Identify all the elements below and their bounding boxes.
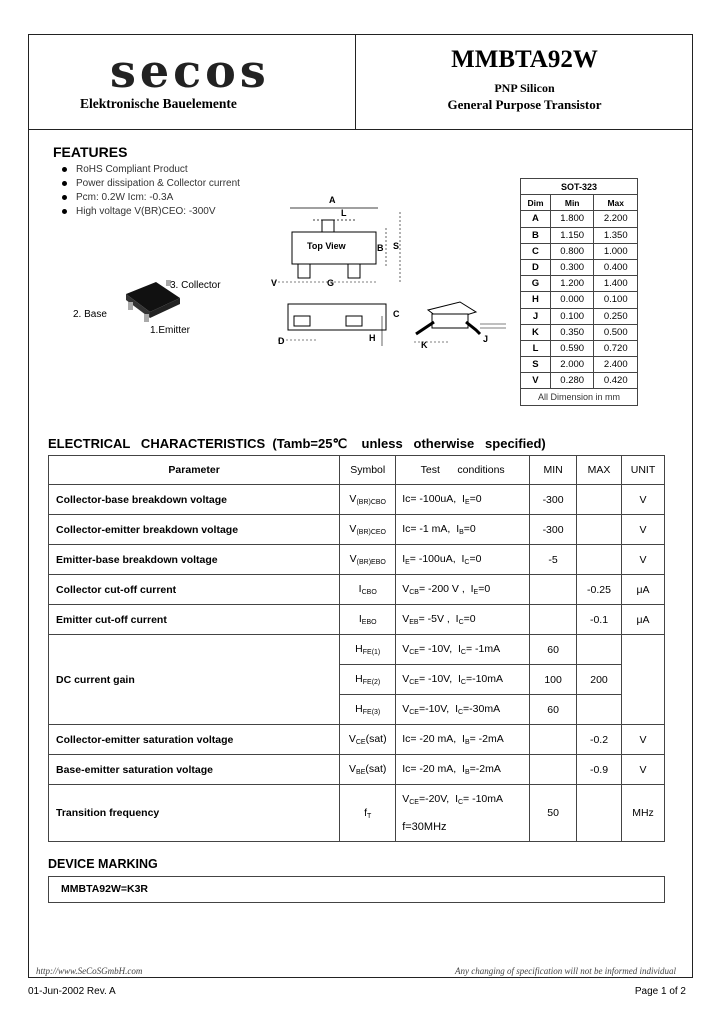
dimension-table xyxy=(520,178,638,406)
table-row xyxy=(521,243,638,259)
cond-sub: CE xyxy=(409,798,419,806)
pin-emitter-label: 1.Emitter xyxy=(150,325,191,336)
condition-cell xyxy=(396,695,530,725)
dim-label-j: J xyxy=(483,334,489,344)
footer-notice: Any changing of specification will not be informed individual xyxy=(455,966,676,976)
cond-text: I xyxy=(455,613,459,625)
symbol-sub: (BR)EBO xyxy=(356,559,386,566)
min-cell: -300 xyxy=(530,515,577,545)
table-row xyxy=(49,755,665,785)
top-view-label: Top View xyxy=(307,241,346,251)
symbol-cell xyxy=(340,695,396,725)
cond-text: =0 xyxy=(469,553,482,565)
param-cell: Collector-emitter breakdown voltage xyxy=(49,515,340,545)
cond-text: = -2mA xyxy=(469,733,504,745)
col-min: MIN xyxy=(530,456,577,485)
symbol-text: H xyxy=(355,673,363,685)
cond-text: I xyxy=(455,703,458,715)
feature-item: Pcm: 0.2W Icm: -0.3A xyxy=(62,191,240,205)
unit-cell: μA xyxy=(622,605,665,635)
condition-cell xyxy=(396,635,530,665)
dim-cell: 1.800 xyxy=(550,211,594,227)
dim-cell: 0.500 xyxy=(594,324,638,340)
symbol-sub: (BR)CBO xyxy=(356,499,386,506)
table-row xyxy=(49,725,665,755)
table-row xyxy=(521,324,638,340)
company-subtitle: Elektronische Bauelemente xyxy=(80,96,237,111)
col-max: MAX xyxy=(577,456,622,485)
cond-text: = -5V , xyxy=(418,613,450,625)
param-cell: Collector-base breakdown voltage xyxy=(49,485,340,515)
symbol-text: (sat) xyxy=(365,763,387,775)
table-row xyxy=(521,259,638,275)
symbol-text: I xyxy=(358,583,362,595)
dim-label-a: A xyxy=(329,195,336,205)
min-cell xyxy=(530,755,577,785)
cond-text: V xyxy=(402,583,410,595)
max-cell xyxy=(577,515,622,545)
table-row xyxy=(521,227,638,243)
cond-text: =-10mA xyxy=(465,673,504,685)
max-cell xyxy=(577,785,622,842)
cond-sub: C xyxy=(464,559,470,566)
symbol-sub: FE(2) xyxy=(362,679,381,686)
max-cell: -0.2 xyxy=(577,725,622,755)
param-cell: Emitter cut-off current xyxy=(49,605,340,635)
cond-text: I xyxy=(462,733,465,745)
col-unit: UNIT xyxy=(622,456,665,485)
max-cell: -0.9 xyxy=(577,755,622,785)
cond-sub: CE xyxy=(409,679,419,686)
unit-cell: μA xyxy=(622,575,665,605)
dim-cell: C xyxy=(521,243,551,259)
dim-label-d: D xyxy=(278,336,285,346)
table-row xyxy=(49,485,665,515)
cond-sub: C xyxy=(458,619,464,626)
dimension-note: All Dimension in mm xyxy=(521,389,638,406)
symbol-sub: (BR)CEO xyxy=(356,529,386,536)
param-cell: Transition frequency xyxy=(49,785,340,842)
company-logo: secos xyxy=(110,44,270,98)
symbol-sub: EBO xyxy=(361,619,377,626)
dim-cell: 1.200 xyxy=(550,276,594,292)
dim-cell: 0.590 xyxy=(550,340,594,356)
max-cell: 200 xyxy=(577,665,622,695)
param-cell: DC current gain xyxy=(49,635,340,725)
cond-text: I xyxy=(462,493,465,505)
symbol-text: V xyxy=(349,523,357,535)
cond-text: I xyxy=(456,523,460,535)
dim-cell: 2.400 xyxy=(594,357,638,373)
dim-col-header: Dim xyxy=(521,195,551,211)
condition-cell xyxy=(396,545,530,575)
part-type: PNP Silicon xyxy=(494,81,555,95)
cond-sub: EB xyxy=(409,619,419,626)
dim-cell: 2.000 xyxy=(550,357,594,373)
cond-text: =0 xyxy=(478,583,491,595)
min-cell: 50 xyxy=(530,785,577,842)
min-cell: 100 xyxy=(530,665,577,695)
unit-cell: MHz xyxy=(622,785,665,842)
symbol-cell xyxy=(340,665,396,695)
unit-cell: V xyxy=(622,545,665,575)
device-marking-value: MMBTA92W=K3R xyxy=(48,876,665,903)
symbol-text: V xyxy=(349,493,357,505)
dim-cell: A xyxy=(521,211,551,227)
symbol-cell xyxy=(340,575,396,605)
table-row xyxy=(49,785,665,814)
dim-cell: 1.000 xyxy=(594,243,638,259)
condition-cell xyxy=(396,725,530,755)
symbol-cell xyxy=(340,635,396,665)
condition-cell xyxy=(396,665,530,695)
unit-cell xyxy=(622,635,665,725)
dim-cell: H xyxy=(521,292,551,308)
max-cell xyxy=(577,485,622,515)
symbol-sub: CBO xyxy=(361,589,377,596)
unit-cell: V xyxy=(622,725,665,755)
cond-text: I xyxy=(461,553,465,565)
symbol-text: (sat) xyxy=(365,733,387,745)
features-title: FEATURES xyxy=(53,144,128,160)
col-symbol: Symbol xyxy=(340,456,396,485)
table-row xyxy=(49,605,665,635)
dim-cell: 0.280 xyxy=(550,373,594,389)
cond-text: = -10V, xyxy=(418,643,453,655)
dim-cell: 0.350 xyxy=(550,324,594,340)
cond-text: V xyxy=(402,703,410,715)
condition-cell xyxy=(396,515,530,545)
cond-sub: C xyxy=(457,798,464,806)
table-row xyxy=(521,357,638,373)
dim-label-b: B xyxy=(377,243,384,253)
table-row xyxy=(521,340,638,356)
dim-cell: 1.150 xyxy=(550,227,594,243)
symbol-text: H xyxy=(355,643,363,655)
condition-cell xyxy=(396,575,530,605)
symbol-text: V xyxy=(349,763,357,775)
cond-text: =-2mA xyxy=(469,763,501,775)
symbol-sub: FE(3) xyxy=(362,709,381,716)
cond-text: I xyxy=(455,792,458,805)
max-cell xyxy=(577,545,622,575)
symbol-cell xyxy=(340,545,396,575)
cond-text: = -10V, xyxy=(418,673,453,685)
cond-text: I xyxy=(470,583,474,595)
dim-cell: 0.400 xyxy=(594,259,638,275)
cond-text: V xyxy=(402,792,410,805)
symbol-text: H xyxy=(355,703,363,715)
cond-text: I xyxy=(457,643,461,655)
part-description: General Purpose Transistor xyxy=(447,97,602,112)
symbol-text: I xyxy=(358,613,362,625)
dim-cell: G xyxy=(521,276,551,292)
param-cell: Base-emitter saturation voltage xyxy=(49,755,340,785)
footer-page: Page 1 of 2 xyxy=(634,986,686,997)
cond-text: =-30mA xyxy=(463,703,501,715)
package-name: SOT-323 xyxy=(521,179,638,195)
cond-sub: C xyxy=(460,679,466,686)
col-parameter: Parameter xyxy=(49,456,340,485)
symbol-sub: T xyxy=(367,812,372,820)
table-row xyxy=(521,211,638,227)
min-cell xyxy=(530,575,577,605)
symbol-cell xyxy=(340,725,396,755)
param-cell: Collector cut-off current xyxy=(49,575,340,605)
dim-cell: 0.000 xyxy=(550,292,594,308)
dim-cell: S xyxy=(521,357,551,373)
electrical-title: ELECTRICAL CHARACTERISTICS (Tamb=25℃ unless otherwise specified) xyxy=(48,436,546,451)
dim-label-l: L xyxy=(341,208,347,218)
col-conditions: Test conditions xyxy=(396,456,530,485)
feature-item: Power dissipation & Collector current xyxy=(62,177,240,191)
cond-text: = -200 V , xyxy=(418,583,465,595)
condition-cell xyxy=(396,485,530,515)
symbol-sub: BE xyxy=(356,769,366,776)
cond-sub: CE xyxy=(409,709,419,716)
dim-label-s: S xyxy=(393,241,400,251)
footer-url[interactable]: http://www.SeCoSGmbH.com xyxy=(36,966,143,976)
condition-cell xyxy=(396,755,530,785)
dim-label-k: K xyxy=(421,340,428,350)
dim-cell: B xyxy=(521,227,551,243)
condition-cell: f=30MHz xyxy=(396,813,530,842)
cond-text: V xyxy=(402,613,410,625)
dim-cell: 0.100 xyxy=(550,308,594,324)
min-cell: 60 xyxy=(530,695,577,725)
table-row xyxy=(49,515,665,545)
cond-text: =0 xyxy=(463,613,476,625)
dim-cell: V xyxy=(521,373,551,389)
top-view-drawing xyxy=(268,190,408,290)
dim-cell: 0.100 xyxy=(594,292,638,308)
table-row xyxy=(521,276,638,292)
table-row xyxy=(521,373,638,389)
cond-text: = -10mA xyxy=(463,792,504,805)
dim-col-header: Max xyxy=(594,195,638,211)
dim-cell: 0.420 xyxy=(594,373,638,389)
cond-text: =0 xyxy=(463,523,476,535)
cond-text: V xyxy=(402,643,410,655)
dim-cell: 1.350 xyxy=(594,227,638,243)
dim-cell: 1.400 xyxy=(594,276,638,292)
cond-sub: E xyxy=(473,589,479,596)
symbol-sub: FE(1) xyxy=(362,649,381,656)
cond-sub: E xyxy=(405,559,410,566)
min-cell: 60 xyxy=(530,635,577,665)
max-cell: -0.25 xyxy=(577,575,622,605)
electrical-table xyxy=(48,455,665,842)
pin-base-label: 2. Base xyxy=(73,309,107,320)
cond-sub: CB xyxy=(409,589,419,596)
table-row xyxy=(49,635,665,665)
cond-text: =0 xyxy=(469,493,482,505)
side-view-drawing xyxy=(278,296,398,356)
dim-cell: 0.250 xyxy=(594,308,638,324)
cond-text: I xyxy=(402,553,406,565)
table-row xyxy=(49,575,665,605)
dim-cell: L xyxy=(521,340,551,356)
cond-sub: C xyxy=(460,649,466,656)
dim-cell: 2.200 xyxy=(594,211,638,227)
cond-sub: B xyxy=(464,769,470,776)
cond-text: Ic= -20 mA, xyxy=(402,733,457,745)
dim-label-g: G xyxy=(327,278,335,288)
cond-text: V xyxy=(402,673,410,685)
cond-text: Ic= -20 mA, xyxy=(402,763,457,775)
cond-text: I xyxy=(457,673,461,685)
symbol-text: f xyxy=(364,806,368,819)
symbol-cell xyxy=(340,785,396,842)
footer-date: 01-Jun-2002 Rev. A xyxy=(28,986,116,997)
cond-text: =-10V, xyxy=(418,703,450,715)
dim-col-header: Min xyxy=(550,195,594,211)
cond-text: Ic= -1 mA, xyxy=(402,523,451,535)
symbol-cell xyxy=(340,485,396,515)
unit-cell: V xyxy=(622,485,665,515)
symbol-cell xyxy=(340,605,396,635)
dim-label-h: H xyxy=(369,333,376,343)
table-header-row xyxy=(49,456,665,485)
dim-label-v: V xyxy=(271,278,278,288)
dim-cell: K xyxy=(521,324,551,340)
features-list xyxy=(62,163,240,219)
table-row xyxy=(49,545,665,575)
part-number: MMBTA92W xyxy=(451,46,598,73)
dim-cell: 0.800 xyxy=(550,243,594,259)
cond-sub: B xyxy=(464,739,470,746)
table-row xyxy=(521,292,638,308)
cond-text: = -100uA, xyxy=(409,553,456,565)
device-marking-title: DEVICE MARKING xyxy=(48,857,158,871)
unit-cell: V xyxy=(622,515,665,545)
symbol-text: V xyxy=(349,553,357,565)
dim-cell: J xyxy=(521,308,551,324)
feature-item: RoHS Compliant Product xyxy=(62,163,240,177)
condition-cell xyxy=(396,605,530,635)
cond-text: = -1mA xyxy=(465,643,501,655)
cond-text: =-20V, xyxy=(418,792,450,805)
dim-label-c: C xyxy=(393,309,400,319)
param-cell: Collector-emitter saturation voltage xyxy=(49,725,340,755)
symbol-text: V xyxy=(348,733,356,745)
cond-sub: CE xyxy=(409,649,419,656)
param-cell: Emitter-base breakdown voltage xyxy=(49,545,340,575)
max-cell xyxy=(577,635,622,665)
min-cell: -300 xyxy=(530,485,577,515)
dim-cell: 0.300 xyxy=(550,259,594,275)
pin-collector-label: 3. Collector xyxy=(170,280,221,291)
min-cell xyxy=(530,605,577,635)
cond-sub: B xyxy=(459,529,464,536)
dim-cell: 0.720 xyxy=(594,340,638,356)
symbol-cell xyxy=(340,755,396,785)
cond-text: I xyxy=(462,763,465,775)
max-cell xyxy=(577,695,622,725)
condition-cell xyxy=(396,785,530,814)
symbol-cell xyxy=(340,515,396,545)
min-cell xyxy=(530,725,577,755)
dim-cell: D xyxy=(521,259,551,275)
min-cell: -5 xyxy=(530,545,577,575)
table-row xyxy=(521,308,638,324)
symbol-sub: CE xyxy=(355,739,366,746)
unit-cell: V xyxy=(622,755,665,785)
max-cell: -0.1 xyxy=(577,605,622,635)
cond-sub: E xyxy=(464,499,470,506)
feature-item: High voltage V(BR)CEO: -300V xyxy=(62,205,240,219)
cond-sub: C xyxy=(457,709,464,716)
cond-text: Ic= -100uA, xyxy=(402,493,457,505)
